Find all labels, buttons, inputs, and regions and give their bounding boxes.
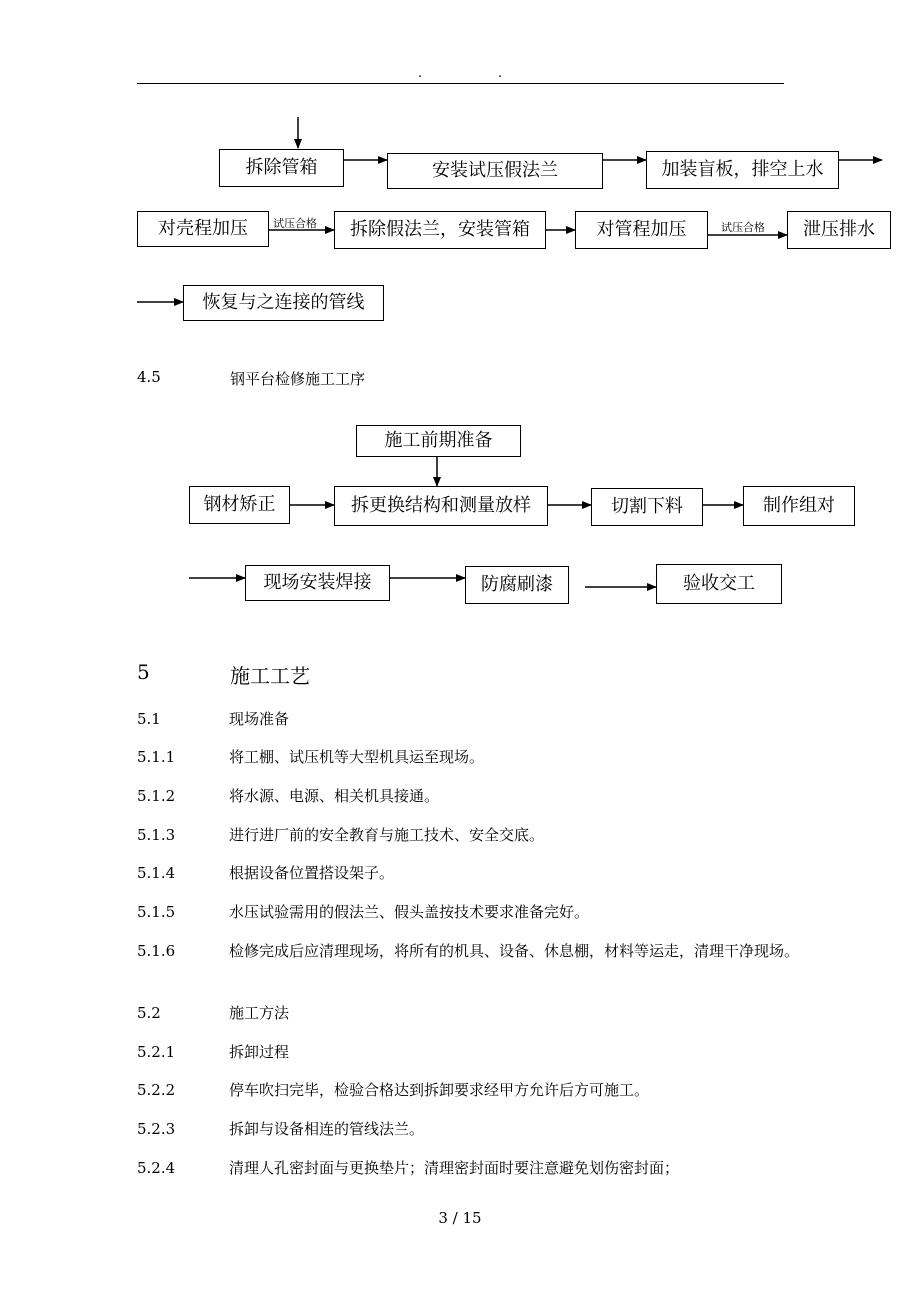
header-dot-left: . (418, 66, 423, 81)
item-number: 5.1.5 (137, 903, 176, 921)
arrow-label-pass-2: 试压合格 (721, 221, 765, 234)
flow-box-restore-pipeline: 恢复与之连接的管线 (183, 285, 384, 321)
flow-box-remove-flange-install-box: 拆除假法兰，安装管箱 (334, 211, 546, 249)
item-number: 5.2.3 (137, 1120, 176, 1138)
section-4-5-number: 4.5 (137, 368, 161, 386)
section-5-title: 施工工艺 (230, 664, 310, 688)
flow-box-anticorrosion-paint: 防腐刷漆 (465, 566, 569, 604)
item-text: 拆卸与设备相连的管线法兰。 (229, 1120, 425, 1138)
arrow-label-pass-1: 试压合格 (273, 217, 317, 230)
item-text: 水压试验需用的假法兰、假头盖按技术要求准备完好。 (229, 903, 590, 921)
flow-box-remove-tube-box: 拆除管箱 (219, 149, 344, 187)
flow-box-install-test-flange: 安装试压假法兰 (387, 153, 603, 189)
item-number: 5.1 (137, 710, 161, 728)
item-number: 5.1.4 (137, 864, 176, 882)
item-number: 5.1.6 (137, 942, 176, 960)
flow-box-tube-pressurize: 对管程加压 (575, 211, 708, 249)
item-number: 5.1.2 (137, 787, 176, 805)
flow-box-straighten-steel: 钢材矫正 (189, 486, 290, 524)
section-4-5-title: 钢平台检修施工工序 (230, 370, 366, 388)
flow-box-cut-material: 切割下料 (591, 488, 703, 526)
flow-box-blind-plate-fill-water: 加装盲板，排空上水 (646, 151, 839, 189)
item-text: 将水源、电源、相关机具接通。 (229, 787, 440, 805)
item-text: 停车吹扫完毕，检验合格达到拆卸要求经甲方允许后方可施工。 (229, 1081, 650, 1099)
header-dot-right: . (498, 66, 503, 81)
flow-box-shell-pressurize: 对壳程加压 (137, 211, 269, 247)
item-text: 现场准备 (229, 710, 290, 728)
flow-box-fabricate-assemble: 制作组对 (743, 486, 855, 526)
page-number: 3 / 15 (438, 1209, 482, 1227)
flow-box-drain: 泄压排水 (787, 211, 891, 249)
item-text: 将工棚、试压机等大型机具运至现场。 (229, 748, 485, 766)
section-5-number: 5 (137, 660, 150, 684)
item-text: 拆卸过程 (229, 1043, 290, 1061)
flow-box-acceptance-handover: 验收交工 (656, 564, 782, 604)
item-number: 5.2 (137, 1004, 161, 1022)
item-number: 5.2.2 (137, 1081, 176, 1099)
item-text: 清理人孔密封面与更换垫片；清理密封面时要注意避免划伤密封面； (229, 1159, 680, 1177)
item-text: 根据设备位置搭设架子。 (229, 864, 395, 882)
flow-box-onsite-install-weld: 现场安装焊接 (245, 565, 390, 601)
item-number: 5.1.3 (137, 826, 176, 844)
item-number: 5.2.4 (137, 1159, 176, 1177)
item-number: 5.1.1 (137, 748, 176, 766)
header-rule (137, 83, 784, 84)
item-text: 检修完成后应清理现场，将所有的机具、设备、休息棚，材料等运走，清理干净现场。 (229, 942, 800, 960)
item-text: 进行进厂前的安全教育与施工技术、安全交底。 (229, 826, 545, 844)
item-number: 5.2.1 (137, 1043, 176, 1061)
item-text: 施工方法 (229, 1004, 290, 1022)
flow-box-replace-structure-survey: 拆更换结构和测量放样 (334, 486, 548, 526)
flow-box-preparation: 施工前期准备 (356, 425, 521, 457)
